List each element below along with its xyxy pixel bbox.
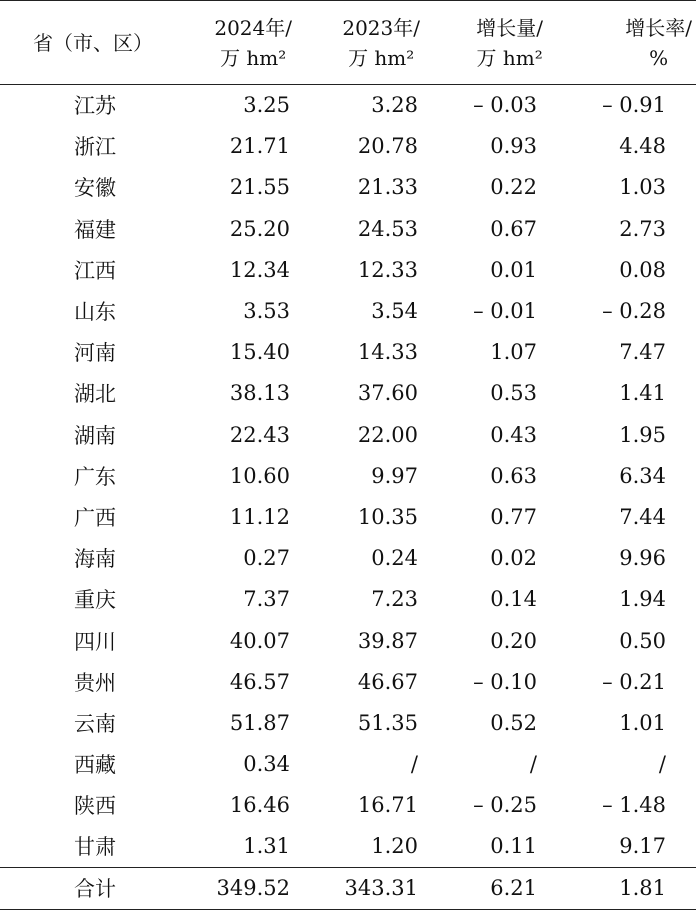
header-growth-line2: 万 hm² <box>476 45 543 70</box>
cell-rate: 2.73 <box>619 216 666 241</box>
total-rate: 1.81 <box>619 876 666 901</box>
table-row <box>0 249 696 290</box>
header-2023 <box>296 1 424 85</box>
cell-province: 四川 <box>74 629 116 654</box>
cell-province: 湖南 <box>74 423 116 448</box>
cell-growth: 0.02 <box>490 546 537 571</box>
cell-2024: 25.20 <box>229 216 290 241</box>
cell-2023: 12.33 <box>357 257 418 282</box>
cell-2024: 16.46 <box>229 793 290 818</box>
cell-rate: 1.95 <box>619 422 666 447</box>
cell-province: 云南 <box>74 711 116 736</box>
cell-province: 海南 <box>74 547 116 572</box>
total-2023: 343.31 <box>344 876 418 901</box>
header-rate-line2: % <box>649 45 669 70</box>
cell-2023: 37.60 <box>357 381 418 406</box>
header-2024-line2: 万 hm² <box>220 45 287 70</box>
cell-rate: 0.08 <box>619 257 666 282</box>
table-row <box>0 208 696 249</box>
cell-2024: 3.25 <box>243 93 290 118</box>
table-row <box>0 167 696 208</box>
cell-rate: 9.96 <box>619 546 666 571</box>
cell-rate: – 0.91 <box>602 93 666 118</box>
header-province-label: 省（市、区） <box>33 30 153 55</box>
cell-2024: 22.43 <box>229 422 290 447</box>
cell-2024: 51.87 <box>229 710 290 735</box>
cell-2023: 0.24 <box>371 546 418 571</box>
cell-2024: 7.37 <box>243 587 290 612</box>
table-row <box>0 85 696 126</box>
cell-rate: 1.41 <box>619 381 666 406</box>
table-row <box>0 126 696 167</box>
table-row <box>0 290 696 331</box>
cell-province: 陕西 <box>74 794 116 819</box>
table-row <box>0 496 696 537</box>
table-row <box>0 620 696 661</box>
header-2023-line1: 2023年/ <box>342 15 420 40</box>
cell-2023: 1.20 <box>371 834 418 859</box>
cell-2023: 22.00 <box>357 422 418 447</box>
cell-province: 山东 <box>74 300 116 325</box>
header-2024-line1: 2024年/ <box>214 15 292 40</box>
cell-growth: 1.07 <box>490 340 537 365</box>
cell-growth: 0.14 <box>490 587 537 612</box>
cell-rate: – 1.48 <box>602 793 666 818</box>
table-header <box>0 1 696 85</box>
cell-growth: – 0.01 <box>473 299 537 324</box>
cell-growth: 0.11 <box>490 834 537 859</box>
cell-province: 广西 <box>74 505 116 530</box>
cell-rate: 1.01 <box>619 710 666 735</box>
header-province <box>0 1 153 85</box>
cell-2024: 15.40 <box>229 340 290 365</box>
cell-rate: / <box>658 752 666 777</box>
table-row <box>0 661 696 702</box>
cell-2023: 21.33 <box>357 175 418 200</box>
cell-growth: / <box>529 752 537 777</box>
cell-growth: – 0.10 <box>473 669 537 694</box>
table-row <box>0 373 696 414</box>
cell-2024: 1.31 <box>243 834 290 859</box>
cell-rate: 6.34 <box>619 463 666 488</box>
cell-2023: 10.35 <box>357 504 418 529</box>
cell-2023: 9.97 <box>371 463 418 488</box>
cell-rate: – 0.21 <box>602 669 666 694</box>
table-row <box>0 785 696 826</box>
cell-rate: 9.17 <box>619 834 666 859</box>
table-row <box>0 332 696 373</box>
total-row <box>0 867 696 909</box>
header-2023-line2: 万 hm² <box>348 45 415 70</box>
cell-province: 江西 <box>74 258 116 283</box>
cell-2023: 39.87 <box>357 628 418 653</box>
cell-2023: 3.54 <box>371 299 418 324</box>
table-row <box>0 414 696 455</box>
table-row <box>0 744 696 785</box>
table-row <box>0 579 696 620</box>
cell-province: 甘肃 <box>74 835 116 860</box>
total-2024: 349.52 <box>216 876 290 901</box>
header-growth-line1: 增长量/ <box>476 15 543 40</box>
cell-province: 重庆 <box>74 588 116 613</box>
table-row <box>0 538 696 579</box>
cell-growth: – 0.25 <box>473 793 537 818</box>
cell-2024: 11.12 <box>229 504 290 529</box>
cell-rate: 0.50 <box>619 628 666 653</box>
cell-2024: 46.57 <box>229 669 290 694</box>
cell-2024: 21.55 <box>229 175 290 200</box>
cell-growth: 0.77 <box>490 504 537 529</box>
cell-growth: 0.43 <box>490 422 537 447</box>
cell-province: 广东 <box>74 464 116 489</box>
header-2024 <box>150 1 296 85</box>
cell-2023: / <box>410 752 418 777</box>
cell-2024: 21.71 <box>229 134 290 159</box>
cell-province: 安徽 <box>74 176 116 201</box>
cell-growth: 0.53 <box>490 381 537 406</box>
cell-growth: 0.52 <box>490 710 537 735</box>
header-growth <box>424 1 549 85</box>
cell-growth: 0.63 <box>490 463 537 488</box>
cell-2023: 16.71 <box>357 793 418 818</box>
header-row <box>0 1 696 85</box>
cell-growth: 0.20 <box>490 628 537 653</box>
header-rate-line1: 增长率/ <box>625 15 692 40</box>
cell-growth: 0.01 <box>490 257 537 282</box>
cell-growth: 0.93 <box>490 134 537 159</box>
cell-rate: 1.03 <box>619 175 666 200</box>
cell-province: 河南 <box>74 341 116 366</box>
cell-2023: 7.23 <box>371 587 418 612</box>
cell-growth: 0.22 <box>490 175 537 200</box>
cell-province: 江苏 <box>74 94 116 119</box>
cell-2023: 51.35 <box>357 710 418 735</box>
cell-2024: 12.34 <box>229 257 290 282</box>
cell-2023: 46.67 <box>357 669 418 694</box>
cell-2024: 38.13 <box>229 381 290 406</box>
cell-rate: 1.94 <box>619 587 666 612</box>
cell-2023: 24.53 <box>357 216 418 241</box>
cell-rate: – 0.28 <box>602 299 666 324</box>
cell-2024: 40.07 <box>229 628 290 653</box>
cell-2024: 0.27 <box>243 546 290 571</box>
table-body <box>0 85 696 868</box>
cell-rate: 4.48 <box>619 134 666 159</box>
header-rate <box>549 1 696 85</box>
cell-2023: 20.78 <box>357 134 418 159</box>
cell-province: 贵州 <box>74 670 116 695</box>
cell-2024: 3.53 <box>243 299 290 324</box>
cell-province: 湖北 <box>74 382 116 407</box>
cell-2023: 14.33 <box>357 340 418 365</box>
cell-rate: 7.44 <box>619 504 666 529</box>
table-row <box>0 826 696 867</box>
cell-growth: – 0.03 <box>473 93 537 118</box>
cell-province: 浙江 <box>74 135 116 160</box>
cell-growth: 0.67 <box>490 216 537 241</box>
table-row <box>0 702 696 743</box>
cell-rate: 7.47 <box>619 340 666 365</box>
cell-province: 西藏 <box>74 753 116 778</box>
cell-2024: 0.34 <box>243 752 290 777</box>
cell-province: 福建 <box>74 217 116 242</box>
total-label: 合计 <box>74 877 116 902</box>
table-row <box>0 455 696 496</box>
cell-2024: 10.60 <box>229 463 290 488</box>
table-footer <box>0 867 696 909</box>
cell-2023: 3.28 <box>371 93 418 118</box>
total-growth: 6.21 <box>490 876 537 901</box>
